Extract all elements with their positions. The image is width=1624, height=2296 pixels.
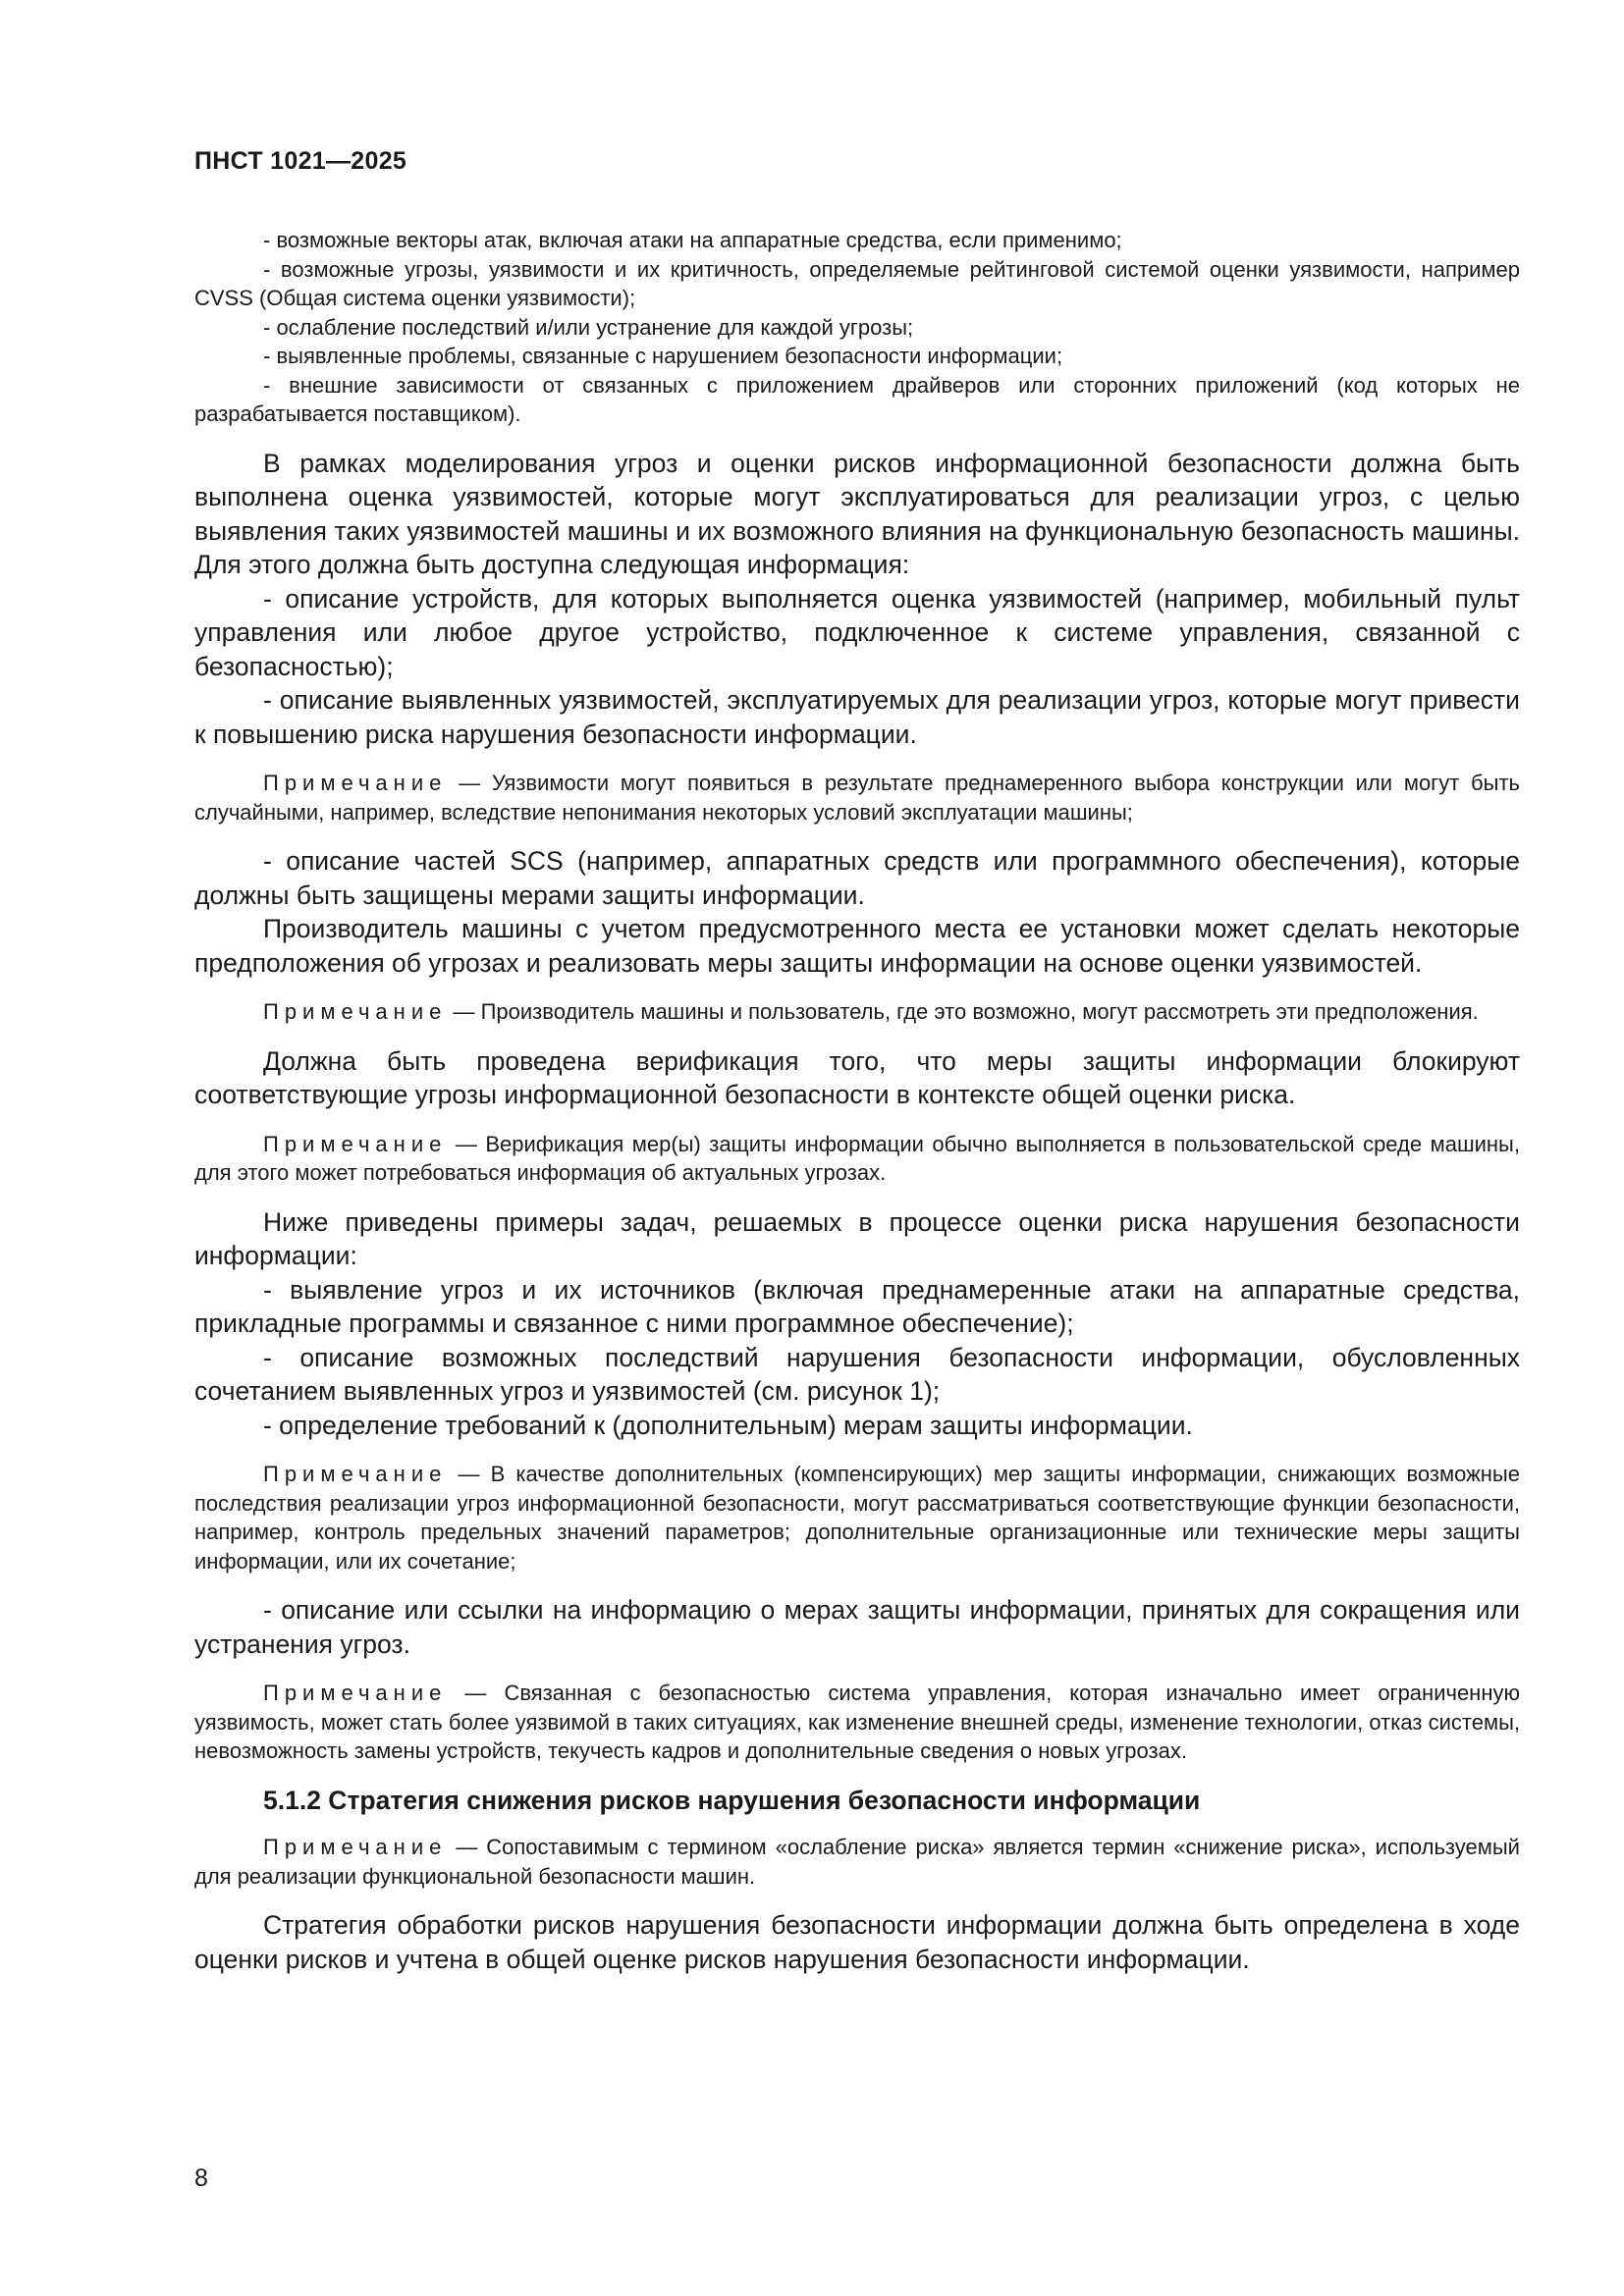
list-item: - описание частей SCS (например, аппаратных средств или программного обеспечения), которые должны быть защищены мерами защиты информации. <box>194 846 1520 910</box>
note-dash: — <box>464 1681 487 1705</box>
list-item: - описание возможных последствий нарушения безопасности информации, обусловленных сочетанием выявленных угроз и уязвимостей (см. рисунок 1); <box>194 1342 1520 1406</box>
document-body <box>194 226 1520 1976</box>
document-code: ПНСТ 1021—2025 <box>194 147 407 175</box>
list-item: - ослабление последствий и/или устранение для каждой угрозы; <box>263 314 914 340</box>
note-text: В качестве дополнительных (компенсирующих) мер защиты информации, снижающих возможные последствия реализации угроз информационной безопасности, могут рассматриваться соответствующие функции безопасности, например, контроль предельных значений параметров; дополнительные организационные или технические меры защиты информации, или их сочетание; <box>194 1462 1520 1574</box>
note-dash: — <box>455 1131 477 1156</box>
note <box>194 1679 1520 1766</box>
note-text: Связанная с безопасностью система управления, которая изначально имеет ограниченную уязвимость, может стать более уязвимой в таких ситуациях, как изменение внешней среды, изменение технологии, отказ системы, невозможность замены устройств, текучесть кадров и дополнительные сведения о новых угрозах. <box>194 1681 1520 1763</box>
note <box>194 1833 1520 1891</box>
list-item: - возможные угрозы, уязвимости и их критичность, определяемые рейтинговой системой оценки уязвимости, например CVSS (Общая система оценки уязвимости); <box>194 256 1520 310</box>
note-text: Сопоставимым с термином «ослабление риска» является термин «снижение риска», используемый для реализации функциональной безопасности машин. <box>194 1835 1520 1889</box>
note-text: Уязвимости могут появиться в результате преднамеренного выбора конструкции или могут быть случайными, например, вследствие непонимания некоторых условий эксплуатации машины; <box>194 771 1521 825</box>
paragraph-verification: Должна быть проведена верификация того, что меры защиты информации блокируют соответствующие угрозы информационной безопасности в контексте общей оценки риска. <box>194 1045 1520 1109</box>
list-item: - описание выявленных уязвимостей, эксплуатируемых для реализации угроз, которые могут привести к повышению риска нарушения безопасности информации. <box>194 685 1520 749</box>
paragraph-manufacturer: Производитель машины с учетом предусмотренного места ее установки может сделать некоторые предположения об угрозах и реализовать меры защиты информации на основе оценки уязвимостей. <box>194 914 1520 978</box>
note-label: Примечание <box>263 1835 448 1859</box>
paragraph-tasks: Ниже приведены примеры задач, решаемых в процессе оценки риска нарушения безопасности информации: <box>194 1206 1520 1270</box>
list-item: - описание или ссылки на информацию о мерах защиты информации, принятых для сокращения или устранения угроз. <box>194 1595 1520 1659</box>
note-dash: — <box>459 771 481 795</box>
note <box>194 1460 1520 1575</box>
note-label: Примечание <box>263 1681 448 1705</box>
note-text: Производитель машины и пользователь, где это возможно, могут рассмотреть эти предположения. <box>480 999 1479 1024</box>
note-label: Примечание <box>263 1131 448 1156</box>
paragraph-modeling: В рамках моделирования угроз и оценки рисков информационной безопасности должна быть выполнена оценка уязвимостей, которые могут эксплуатироваться для реализации угроз, с целью выявления таких уязвимостей машины и их возможного влияния на функциональную безопасность машины. Для этого должна быть доступна следующая информация: <box>194 448 1520 579</box>
note-text: Верификация мер(ы) защиты информации обычно выполняется в пользовательской среде машины, для этого может потребоваться информация об актуальных угрозах. <box>194 1131 1520 1185</box>
list-item: - определение требований к (дополнительным) мерам защиты информации. <box>263 1410 1193 1440</box>
note <box>194 769 1520 827</box>
paragraph-strategy: Стратегия обработки рисков нарушения безопасности информации должна быть определена в ходе оценки рисков и учтена в общей оценке рисков нарушения безопасности информации. <box>194 1910 1520 1974</box>
list-item: - внешние зависимости от связанных с приложением драйверов или сторонних приложений (код которых не разрабатывается поставщиком). <box>194 372 1520 426</box>
note-dash: — <box>456 1835 478 1859</box>
note-label: Примечание <box>263 1462 448 1486</box>
page-number: 8 <box>194 2164 208 2192</box>
list-item: - описание устройств, для которых выполняется оценка уязвимостей (например, мобильный пульт управления или любое другое устройство, подключенное к системе управления, связанной с безопасностью); <box>194 583 1520 681</box>
note <box>194 1130 1520 1188</box>
note <box>194 997 1520 1027</box>
note-label: Примечание <box>263 999 448 1024</box>
note-dash: — <box>458 1462 480 1486</box>
section-heading: 5.1.2 Стратегия снижения рисков нарушения безопасности информации <box>263 1785 1201 1815</box>
note-label: Примечание <box>263 771 448 795</box>
list-item: - выявленные проблемы, связанные с нарушением безопасности информации; <box>263 344 1063 368</box>
list-item: - выявление угроз и их источников (включая преднамеренные атаки на аппаратные средства, прикладные программы и связанное с ними программное обеспечение); <box>194 1274 1520 1338</box>
note-dash: — <box>453 999 475 1024</box>
list-item: - возможные векторы атак, включая атаки на аппаратные средства, если применимо; <box>263 228 1122 252</box>
